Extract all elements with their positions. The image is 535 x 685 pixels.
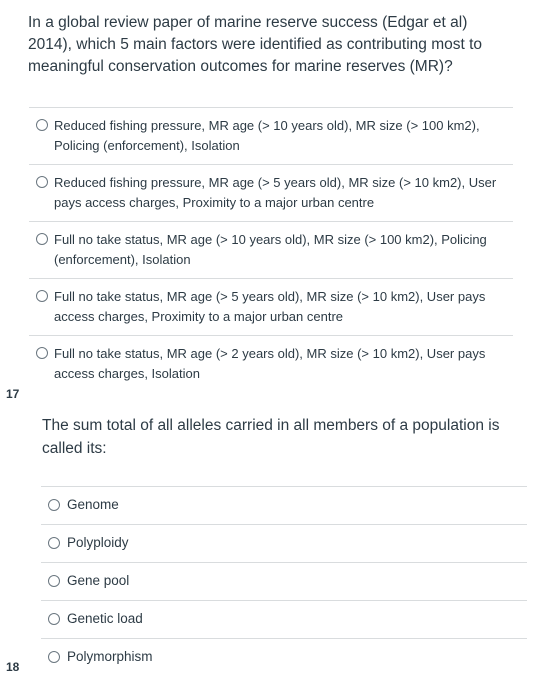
- answer-option[interactable]: [29, 107, 513, 164]
- answer-option-label: Full no take status, MR age (> 10 years old), MR size (> 100 km2), Policing (enforcement), Isolation: [54, 232, 487, 267]
- answer-option-label: Genome: [67, 497, 119, 512]
- answer-option-label: Genetic load: [67, 611, 143, 626]
- question-16-options: [29, 107, 513, 392]
- radio-button[interactable]: [48, 651, 60, 663]
- answer-option[interactable]: [41, 562, 527, 600]
- radio-button[interactable]: [48, 499, 60, 511]
- question-17-number: 17: [6, 387, 20, 401]
- radio-button[interactable]: [36, 290, 48, 302]
- answer-option[interactable]: [41, 486, 527, 524]
- radio-button[interactable]: [48, 575, 60, 587]
- question-16-stem: In a global review paper of marine reserve success (Edgar et al) 2014), which 5 main factors were identified as contributing most to meaningful conservation outcomes for marine reserves (MR)?: [28, 14, 483, 75]
- radio-button[interactable]: [36, 347, 48, 359]
- answer-option[interactable]: [29, 335, 513, 392]
- answer-option[interactable]: [29, 278, 513, 335]
- answer-option[interactable]: [29, 221, 513, 278]
- answer-option[interactable]: [41, 524, 527, 562]
- answer-option-label: Polymorphism: [67, 649, 153, 664]
- radio-button[interactable]: [36, 233, 48, 245]
- radio-button[interactable]: [48, 537, 60, 549]
- radio-button[interactable]: [36, 176, 48, 188]
- radio-button[interactable]: [48, 613, 60, 625]
- answer-option[interactable]: [41, 638, 527, 676]
- question-17-options: [41, 486, 527, 676]
- answer-option[interactable]: [41, 600, 527, 638]
- answer-option-label: Reduced fishing pressure, MR age (> 5 years old), MR size (> 10 km2), User pays access charges, Proximity to a major urban centre: [54, 175, 497, 210]
- answer-option-label: Full no take status, MR age (> 2 years old), MR size (> 10 km2), User pays access charges, Isolation: [54, 346, 486, 381]
- answer-option[interactable]: [29, 164, 513, 221]
- answer-option-label: Reduced fishing pressure, MR age (> 10 years old), MR size (> 100 km2), Policing (enforcement), Isolation: [54, 118, 480, 153]
- answer-option-label: Polyploidy: [67, 535, 129, 550]
- answer-option-label: Full no take status, MR age (> 5 years old), MR size (> 10 km2), User pays access charges, Proximity to a major urban centre: [54, 289, 486, 324]
- question-18-number: 18: [6, 660, 20, 674]
- answer-option-label: Gene pool: [67, 573, 130, 588]
- question-17-stem: The sum total of all alleles carried in all members of a population is called its:: [42, 417, 500, 457]
- radio-button[interactable]: [36, 119, 48, 131]
